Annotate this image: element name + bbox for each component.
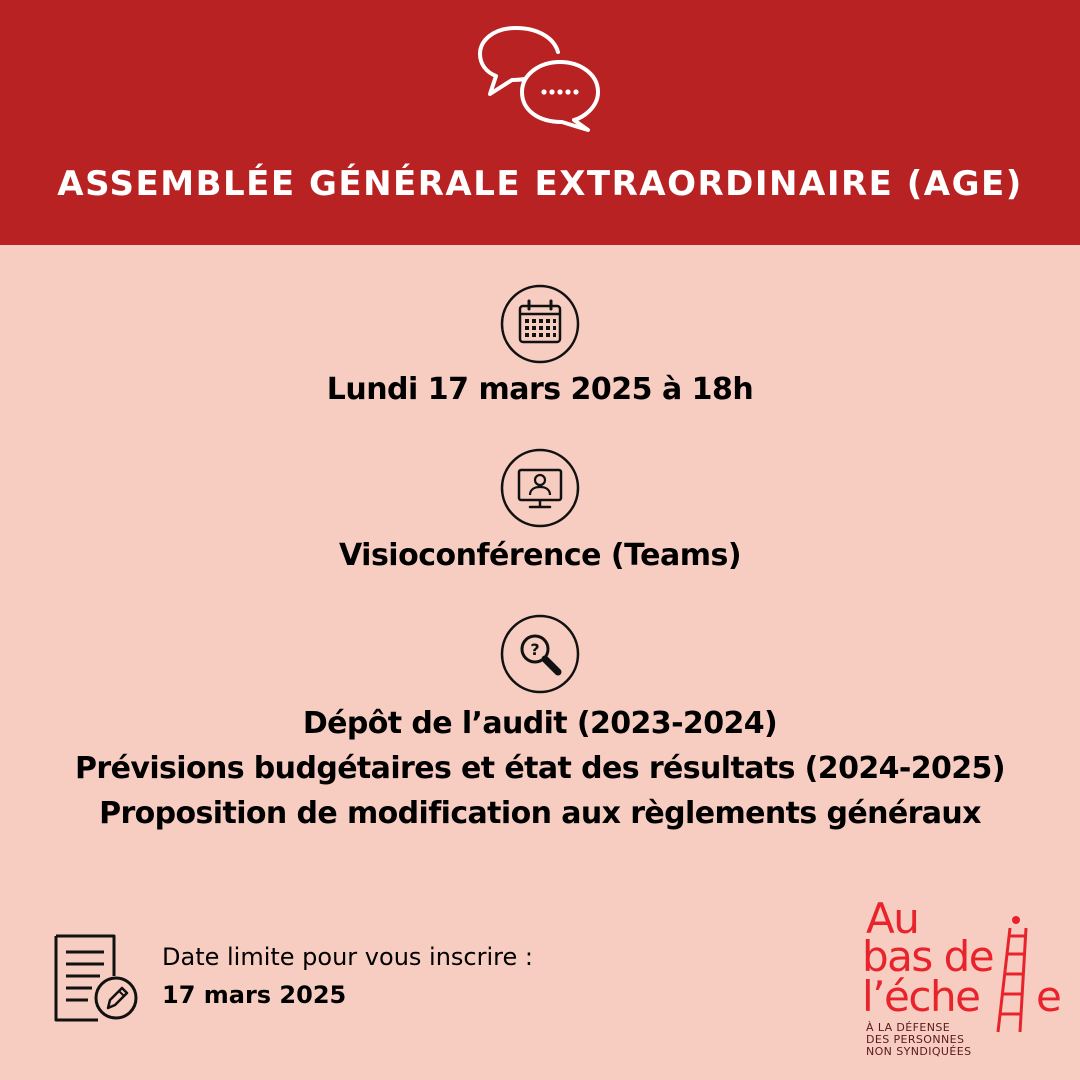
logo-line-1: Au xyxy=(866,894,919,943)
ladder-icon xyxy=(982,914,1032,1034)
magnifier-question-icon xyxy=(500,614,580,694)
agenda-list xyxy=(0,701,1080,836)
organization-logo xyxy=(860,896,1070,1066)
speech-bubbles-icon xyxy=(476,24,606,132)
registration-deadline xyxy=(162,938,682,1014)
header-banner xyxy=(0,0,1080,245)
logo-tagline-2: DES PERSONNES xyxy=(866,1033,965,1046)
logo-line-2: bas de xyxy=(862,932,994,981)
event-location: Visioconférence (Teams) xyxy=(338,538,742,573)
event-date: Lundi 17 mars 2025 à 18h xyxy=(326,372,754,407)
agenda-item: Prévisions budgétaires et état des résultats (2024-2025) xyxy=(75,751,1005,786)
logo-tagline-3: NON SYNDIQUÉES xyxy=(866,1045,972,1058)
agenda-item: Proposition de modification aux règlements généraux xyxy=(99,796,981,831)
agenda-item: Dépôt de l’audit (2023-2024) xyxy=(302,706,778,741)
deadline-label: Date limite pour vous inscrire : xyxy=(162,943,533,971)
logo-tagline-1: À LA DÉFENSE xyxy=(866,1021,951,1034)
page-title: ASSEMBLÉE GÉNÉRALE EXTRAORDINAIRE (AGE) xyxy=(57,164,1023,204)
logo-line-3: l’éche xyxy=(862,972,980,1021)
svg-text:?: ? xyxy=(530,640,540,659)
video-conference-icon xyxy=(500,448,580,528)
deadline-date: 17 mars 2025 xyxy=(162,981,347,1009)
document-pen-icon xyxy=(52,932,142,1024)
calendar-icon xyxy=(500,284,580,364)
logo-line-3-end: e xyxy=(1036,972,1061,1021)
